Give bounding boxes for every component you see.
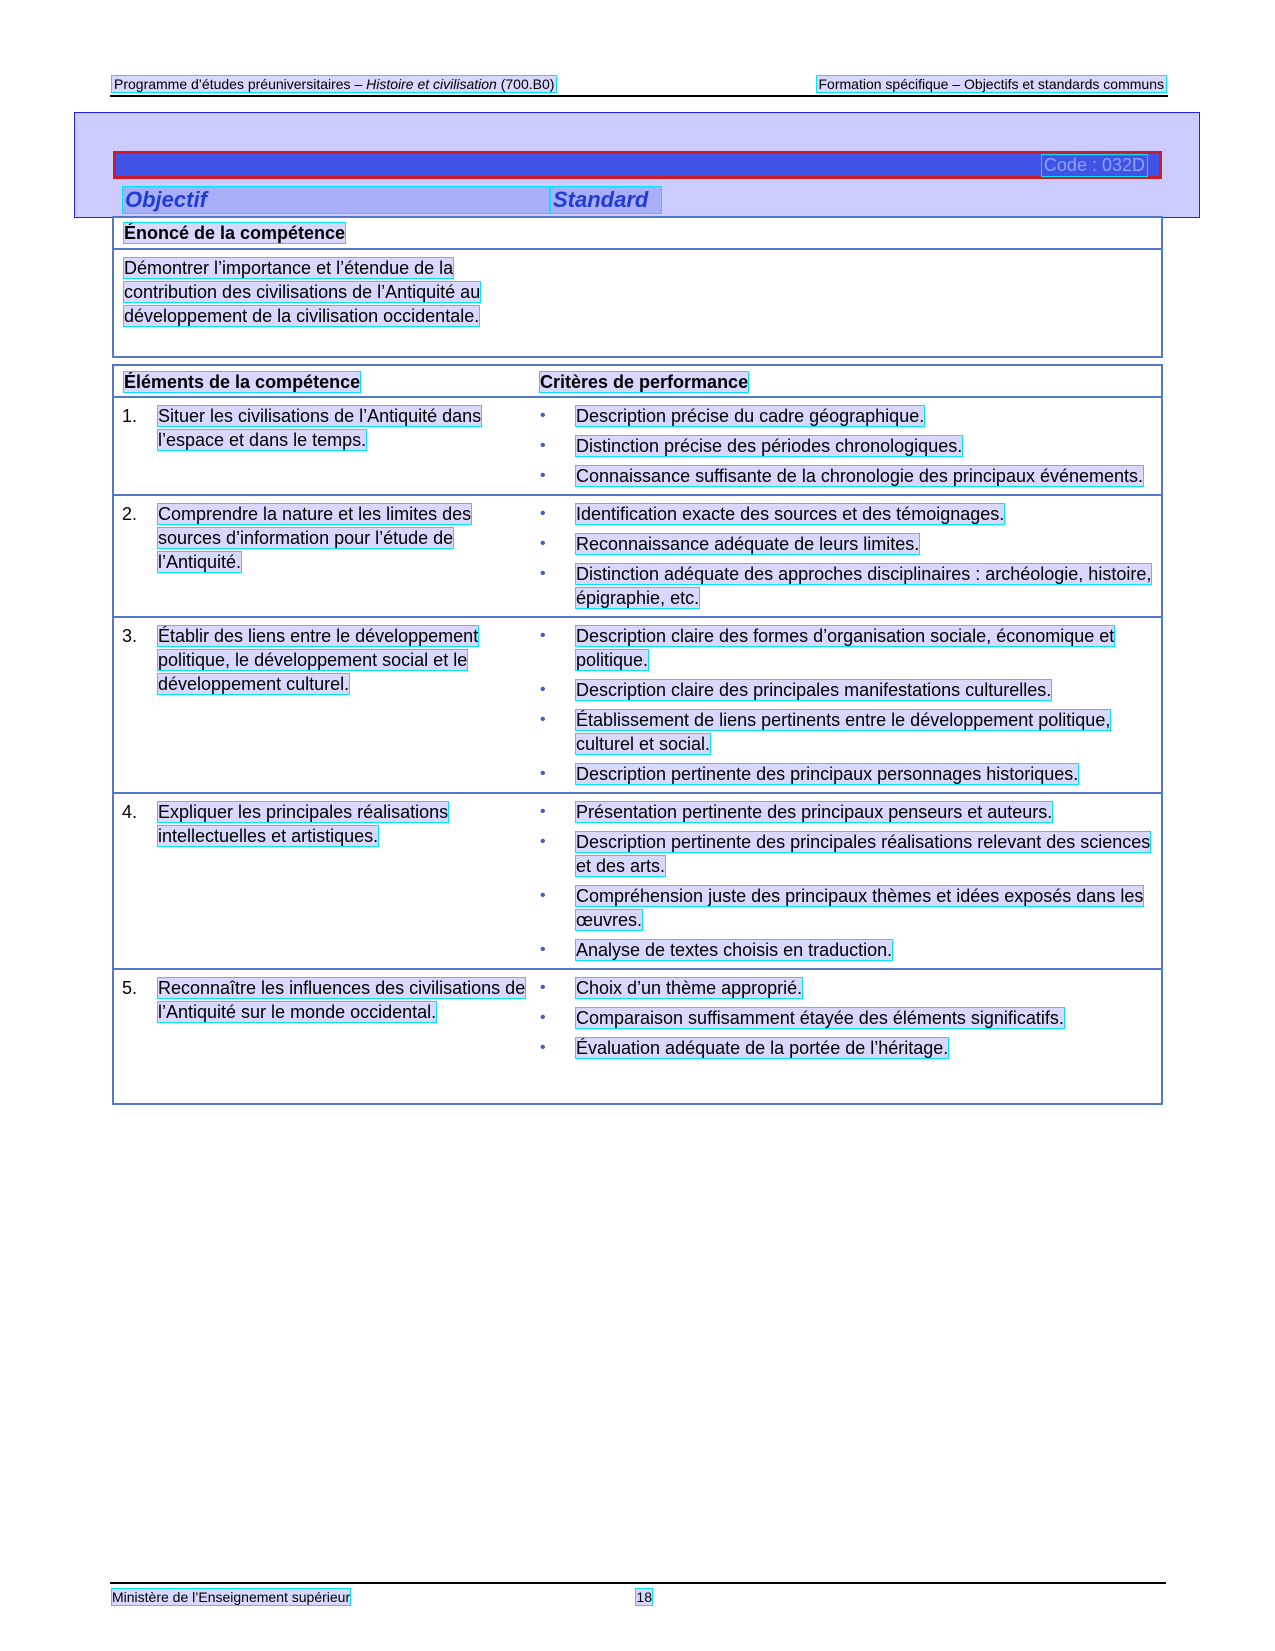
table-row [114, 970, 1161, 1066]
bullet-icon: • [540, 765, 546, 782]
element-text [158, 502, 534, 616]
footer-rule [110, 1582, 1166, 1584]
bullet-icon: • [540, 803, 546, 820]
criteria-text [576, 800, 1153, 824]
criteria-item [540, 1006, 1153, 1030]
header-program-code: (700.B0) [496, 76, 555, 92]
criteria-text-content: Identification exacte des sources et des témoignages. [576, 504, 1005, 524]
criteria-list [540, 976, 1153, 1060]
objectif-title: Objectif [123, 187, 549, 213]
criteria-item [540, 562, 1153, 610]
bullet-icon: • [540, 1039, 546, 1056]
header-section: Formation spécifique – Objectifs et standards communs [818, 76, 1164, 92]
criteria-text-content: Établissement de liens pertinents entre le développement politique, culturel et social. [576, 710, 1111, 754]
header-program [112, 76, 556, 92]
element-number: 2. [122, 504, 138, 524]
table-row [114, 496, 1161, 618]
header-program-title: Histoire et civilisation [366, 76, 497, 92]
bullet-icon: • [540, 681, 546, 698]
bullet-icon: • [540, 505, 546, 522]
header-rule [110, 95, 1168, 97]
criteria-text [576, 464, 1153, 488]
criteria-item [540, 404, 1153, 428]
criteria-text [576, 562, 1153, 610]
element-text [158, 624, 534, 792]
element-number: 1. [122, 406, 138, 426]
element-text-content: Établir des liens entre le développement politique, le développement social et le développement culturel. [158, 626, 479, 694]
bullet-icon: • [540, 627, 546, 644]
element-number: 4. [122, 802, 138, 822]
bullet-icon: • [540, 437, 546, 454]
criteria-text [576, 1006, 1153, 1030]
table-row [114, 398, 1161, 496]
element-text [158, 976, 534, 1066]
criteria-text-content: Reconnaissance adéquate de leurs limites. [576, 534, 920, 554]
criteria-cell [540, 794, 1161, 968]
criteria-item [540, 708, 1153, 756]
criteria-item [540, 800, 1153, 824]
header-program-prefix: Programme d’études préuniversitaires – [114, 76, 367, 92]
criteria-text [576, 708, 1153, 756]
criteria-text-content: Description précise du cadre géographique. [576, 406, 925, 426]
element-text-content: Expliquer les principales réalisations intellectuelles et artistiques. [158, 802, 449, 846]
criteria-text [576, 762, 1153, 786]
criteria-list [540, 800, 1153, 962]
criteria-item [540, 938, 1153, 962]
bullet-icon: • [540, 407, 546, 424]
criteria-item [540, 762, 1153, 786]
bullet-icon: • [540, 979, 546, 996]
element-text [158, 404, 534, 494]
criteria-text [576, 532, 1153, 556]
page-header [112, 76, 1166, 92]
criteria-item [540, 1036, 1153, 1060]
standard-title: Standard [551, 187, 661, 213]
element-text [158, 800, 534, 968]
criteria-cell [540, 398, 1161, 494]
element-cell [114, 398, 540, 494]
criteria-item [540, 678, 1153, 702]
bullet-icon: • [540, 467, 546, 484]
criteria-cell [540, 496, 1161, 616]
element-cell [114, 618, 540, 792]
criteria-text [576, 830, 1153, 878]
criteria-text-content: Évaluation adéquate de la portée de l’héritage. [576, 1038, 949, 1058]
criteria-text-content: Description claire des formes d’organisation sociale, économique et politique. [576, 626, 1115, 670]
criteria-text-content: Présentation pertinente des principaux penseurs et auteurs. [576, 802, 1053, 822]
element-cell [114, 970, 540, 1066]
criteria-text [576, 404, 1153, 428]
criteria-text [576, 678, 1153, 702]
criteria-text [576, 1036, 1153, 1060]
criteria-text-content: Distinction précise des périodes chronologiques. [576, 436, 963, 456]
criteria-text-content: Description pertinente des principales réalisations relevant des sciences et des arts. [576, 832, 1151, 876]
criteria-list [540, 404, 1153, 488]
bullet-icon: • [540, 1009, 546, 1026]
criteria-text-content: Compréhension juste des principaux thèmes et idées exposés dans les œuvres. [576, 886, 1144, 930]
criteria-list [540, 624, 1153, 786]
enonce-text [114, 250, 534, 334]
elements-heading [114, 372, 540, 396]
bullet-icon: • [540, 535, 546, 552]
criteria-text [576, 502, 1153, 526]
element-number: 5. [122, 978, 138, 998]
enonce-box [112, 216, 1163, 358]
criteria-text-content: Description claire des principales manifestations culturelles. [576, 680, 1052, 700]
enonce-heading [114, 218, 1161, 250]
criteria-heading-text: Critères de performance [540, 372, 749, 392]
criteria-item [540, 624, 1153, 672]
elements-table-header [114, 366, 1161, 398]
code-bar [113, 151, 1162, 179]
criteria-item [540, 464, 1153, 488]
criteria-item [540, 976, 1153, 1000]
element-text-content: Situer les civilisations de l’Antiquité dans l’espace et dans le temps. [158, 406, 482, 450]
bullet-icon: • [540, 941, 546, 958]
element-text-content: Reconnaître les influences des civilisations de l’Antiquité sur le monde occidental. [158, 978, 526, 1022]
criteria-text-content: Choix d’un thème approprié. [576, 978, 803, 998]
element-cell [114, 794, 540, 968]
enonce-text-content: Démontrer l’importance et l’étendue de la contribution des civilisations de l’Antiquité au développement de la civilisation occidentale. [124, 258, 481, 326]
bullet-icon: • [540, 887, 546, 904]
elements-table [112, 364, 1163, 1105]
criteria-text [576, 938, 1153, 962]
criteria-text-content: Connaissance suffisante de la chronologie des principaux événements. [576, 466, 1144, 486]
table-row [114, 618, 1161, 794]
criteria-item [540, 532, 1153, 556]
criteria-text-content: Comparaison suffisamment étayée des éléments significatifs. [576, 1008, 1064, 1028]
page-footer [112, 1589, 652, 1605]
criteria-item [540, 434, 1153, 458]
criteria-list [540, 502, 1153, 610]
element-cell [114, 496, 540, 616]
enonce-heading-text: Énoncé de la compétence [124, 223, 346, 243]
criteria-text-content: Distinction adéquate des approches disciplinaires : archéologie, histoire, épigraphie, etc. [576, 564, 1152, 608]
elements-rows [114, 398, 1161, 1066]
course-code: Code : 032D [1043, 155, 1145, 175]
criteria-text-content: Description pertinente des principaux personnages historiques. [576, 764, 1079, 784]
criteria-text [576, 624, 1153, 672]
criteria-heading [540, 372, 748, 396]
bullet-icon: • [540, 711, 546, 728]
elements-heading-text: Éléments de la compétence [124, 372, 361, 392]
criteria-item [540, 502, 1153, 526]
criteria-text-content: Analyse de textes choisis en traduction. [576, 940, 893, 960]
criteria-text [576, 884, 1153, 932]
criteria-text [576, 434, 1153, 458]
bullet-icon: • [540, 833, 546, 850]
page-number: 18 [636, 1589, 652, 1605]
criteria-cell [540, 970, 1161, 1066]
bullet-icon: • [540, 565, 546, 582]
element-number: 3. [122, 626, 138, 646]
criteria-item [540, 830, 1153, 878]
table-row [114, 794, 1161, 970]
criteria-item [540, 884, 1153, 932]
footer-ministry: Ministère de l’Enseignement supérieur [112, 1589, 351, 1605]
criteria-cell [540, 618, 1161, 792]
element-text-content: Comprendre la nature et les limites des sources d’information pour l’étude de l’Antiquité. [158, 504, 472, 572]
criteria-text [576, 976, 1153, 1000]
